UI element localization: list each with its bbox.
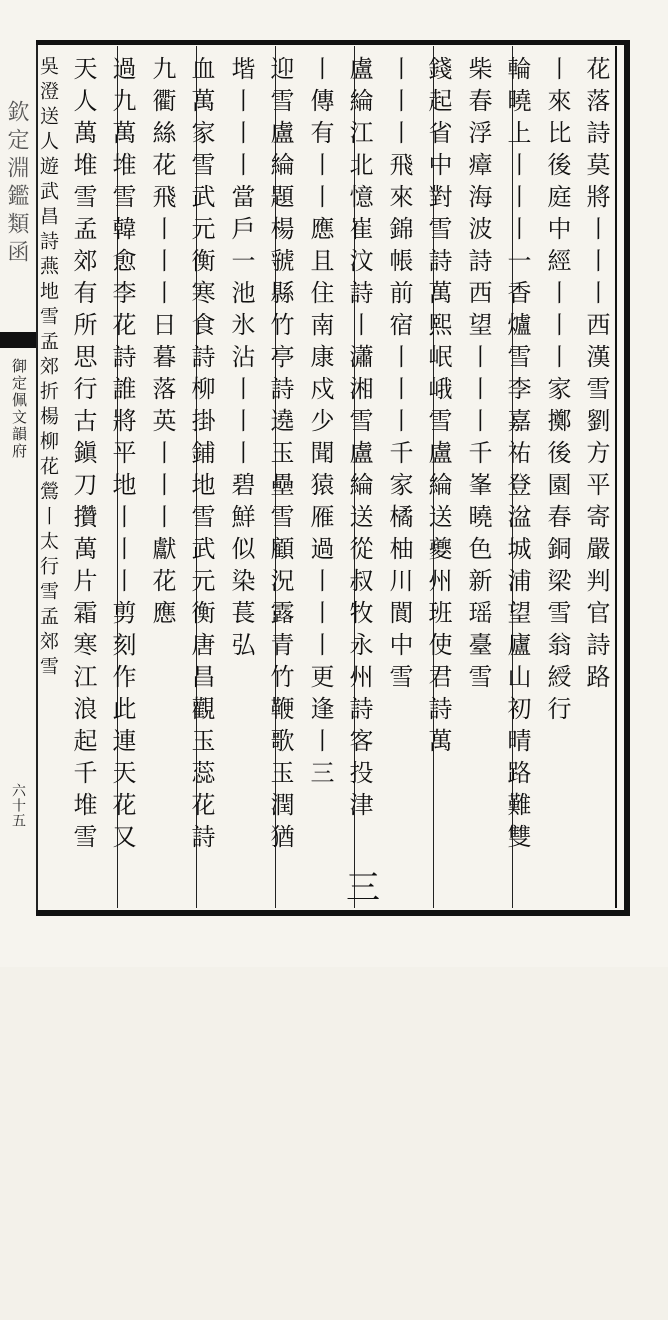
- running-subtitle: 御定佩文韻府: [10, 358, 28, 460]
- text-column: 堦丨丨丨當戶一池氷沾丨丨丨碧鮮似染萇弘: [227, 56, 255, 664]
- page-number: 六十五: [10, 782, 26, 828]
- text-column: 過九萬堆雪韓愈李花詩誰將平地丨丨丨剪刻作此連天花又: [108, 56, 136, 856]
- text-column: 吳澄送人遊武昌詩燕地雪孟郊折楊柳花鶯丨太行雪孟郊雪: [37, 56, 59, 681]
- frame-right-rule: [624, 40, 630, 916]
- text-column: 丨傳有丨丨應且住南康戍少聞猿雁過丨丨丨更逢丨三: [306, 56, 334, 792]
- frame-bottom-rule: [36, 910, 630, 916]
- text-column: 花落詩莫將丨丨丨西漢雪劉方平寄嚴判官詩路: [582, 56, 610, 696]
- section-mark: 三: [346, 868, 380, 908]
- text-column: 柴春浮瘴海波詩西望丨丨丨千峯曉色新瑶臺雪: [464, 56, 492, 696]
- text-column: 盧綸江北憶崔汶詩丨瀟湘雪盧綸送從叔牧永州詩客投津: [345, 56, 373, 824]
- text-column: 丨來比後庭中經丨丨丨家擲後園春銅梁雪翁綬行: [543, 56, 571, 728]
- text-column: 血萬家雪武元衡寒食詩柳掛鋪地雪武元衡唐昌觀玉蕊花詩: [187, 56, 215, 856]
- text-column: 錢起省中對雪詩萬熙岷峨雪盧綸送夔州班使君詩萬: [424, 56, 452, 760]
- text-column: 輪曉上丨丨丨一香爐雪李嘉祐登湓城浦望廬山初晴路難雙: [503, 56, 531, 856]
- running-title: 欽定淵鑑類函: [4, 100, 29, 268]
- text-column: 九衢絲花飛丨丨丨日暮落英丨丨丨獻花應: [148, 56, 176, 632]
- text-column: 迎雪盧綸題楊虢縣竹亭詩遶玉壘雪顧況露青竹鞭歌玉潤猶: [266, 56, 294, 856]
- text-column: 丨丨丨飛來錦帳前宿丨丨丨千家橘柚川閬中雪: [385, 56, 413, 696]
- text-column: 天人萬堆雪孟郊有所思行古鎭刀攢萬片霜寒江浪起千堆雪: [69, 56, 97, 856]
- frame-top-rule: [36, 40, 630, 45]
